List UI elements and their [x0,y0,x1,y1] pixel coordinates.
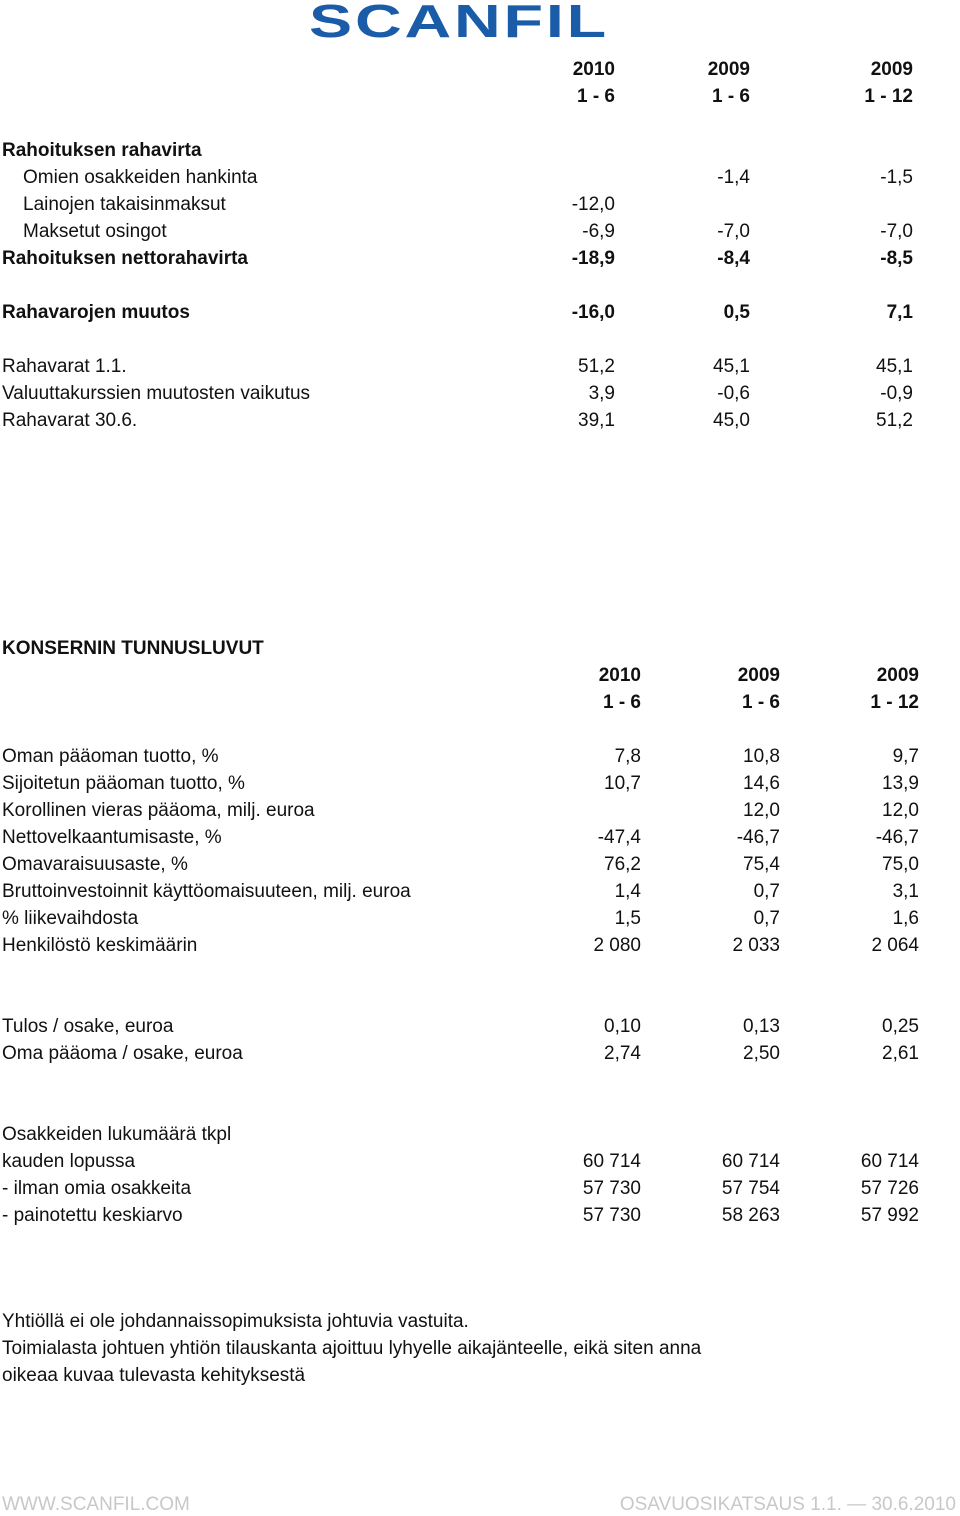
table-row: - painotettu keskiarvo 57 730 58 263 57 992 [2,1205,919,1226]
note-line: oikeaa kuvaa tulevasta kehityksestä [2,1365,306,1386]
scanfil-logo [306,0,612,40]
table-row: Sijoitetun pääoman tuotto, % 10,7 14,6 13,9 [2,773,919,794]
table-row: Omavaraisuusaste, % 76,2 75,4 75,0 [2,854,919,875]
table-row: % liikevaihdosta 1,5 0,7 1,6 [2,908,919,929]
logo-text: SCANFIL [309,0,609,40]
note-line: Toimialasta johtuen yhtiön tilauskanta ajoittuu lyhyelle aikajänteelle, eikä siten anna [2,1338,702,1359]
key-figures-header-years: 2010 2009 2009 [598,665,919,686]
note-line: Yhtiöllä ei ole johdannaissopimuksista johtuvia vastuita. [2,1311,469,1332]
cashflow-header-periods: 1 - 6 1 - 6 1 - 12 [576,86,913,107]
table-row: Henkilöstö keskimäärin 2 080 2 033 2 064 [2,935,919,956]
table-row: Valuuttakurssien muutosten vaikutus 3,9 -0,6 -0,9 [2,383,913,404]
table-row: Rahoituksen nettorahavirta -18,9 -8,4 -8,5 [2,248,913,269]
cashflow-section-title: Rahoituksen rahavirta [2,140,202,161]
table-row: Lainojen takaisinmaksut -12,0 [23,194,615,215]
table-row: Maksetut osingot -6,9 -7,0 -7,0 [23,221,913,242]
table-row: Bruttoinvestoinnit käyttöomaisuuteen, milj. euroa 1,4 0,7 3,1 [2,881,919,902]
table-row: Osakkeiden lukumäärä tkpl [2,1124,232,1145]
table-row: Nettovelkaantumisaste, % -47,4 -46,7 -46,7 [2,827,919,848]
table-row: - ilman omia osakkeita 57 730 57 754 57 726 [2,1178,919,1199]
table-row: Omien osakkeiden hankinta -1,4 -1,5 [23,167,913,188]
cashflow-header-years: 2010 2009 2009 [572,59,913,80]
table-row: Rahavarat 30.6. 39,1 45,0 51,2 [2,410,913,431]
footer-report-title: OSAVUOSIKATSAUS 1.1. — 30.6.2010 [619,1494,956,1515]
table-row: Tulos / osake, euroa 0,10 0,13 0,25 [2,1016,919,1037]
table-row: Oma pääoma / osake, euroa 2,74 2,50 2,61 [2,1043,919,1064]
table-row: Oman pääoman tuotto, % 7,8 10,8 9,7 [2,746,919,767]
table-row: Rahavarojen muutos -16,0 0,5 7,1 [2,302,913,323]
key-figures-header-periods: 1 - 6 1 - 6 1 - 12 [602,692,919,713]
table-row: kauden lopussa 60 714 60 714 60 714 [2,1151,919,1172]
table-row: Rahavarat 1.1. 51,2 45,1 45,1 [2,356,913,377]
table-row: Korollinen vieras pääoma, milj. euroa 12,0 12,0 [2,800,919,821]
footer-website: WWW.SCANFIL.COM [2,1494,190,1515]
key-figures-title: KONSERNIN TUNNUSLUVUT [2,638,264,659]
